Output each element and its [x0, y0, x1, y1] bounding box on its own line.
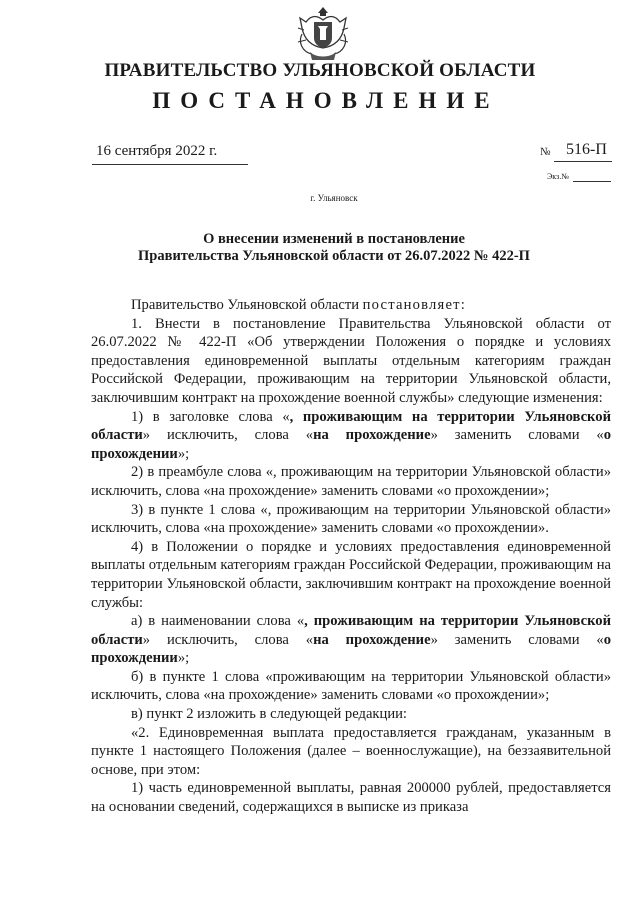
paragraph-quote-2-1: 1) часть единовременной выплаты, равная 200000 рублей, предоставляется на основании сведений, содержащихся в выписке из приказа [91, 780, 611, 816]
coat-of-arms-emblem [292, 4, 354, 66]
paragraph-item-v: в) пункт 2 изложить в следующей редакции: [131, 706, 407, 723]
copy-number-label: Экз.№ [547, 172, 569, 181]
paragraph-item-2: 2) в преамбуле слова «, проживающим на территории Ульяновской области» исключить, слова «на прохождение» заменить словами «о прохождении»; [91, 464, 611, 499]
copy-number-underline [573, 181, 611, 182]
date-underline [92, 164, 248, 165]
paragraph-item-3: 3) в пункте 1 слова «, проживающим на территории Ульяновской области» исключить, слова «на прохождение» заменить словами «о прохождении». [91, 501, 611, 537]
number-label: № [540, 146, 551, 158]
paragraph-item-a: а) в наименовании слова «, проживающим на территории Ульяновской области» исключить, слова «на прохождение» заменить словами «о прохождении»; [91, 613, 611, 667]
document-date: 16 сентября 2022 г. [96, 143, 218, 159]
paragraph-quote-2: «2. Единовременная выплата предоставляется гражданам, указанным в пункте 1 настоящего Положения (далее – военнослужащие), на беззаявительной основе, при этом: [91, 724, 611, 778]
subject-line-1: О внесении изменений в постановление [203, 231, 465, 247]
paragraph-item-1: 1) в заголовке слова «, проживающим на территории Ульяновской области» исключить, слова «на прохождение» заменить словами «о прохождении»; [91, 408, 611, 462]
paragraph-item-b: б) в пункте 1 слова «проживающим на территории Ульяновской области» исключить, слова «на прохождение» заменить словами «о прохождении»; [91, 668, 611, 704]
government-title: ПРАВИТЕЛЬСТВО УЛЬЯНОВСКОЙ ОБЛАСТИ [104, 60, 536, 81]
subject-line-2: Правительства Ульяновской области от 26.07.2022 № 422-П [138, 248, 530, 264]
document-kind: ПОСТАНОВЛЕНИЕ [152, 88, 500, 113]
paragraph-item-4: 4) в Положении о порядке и условиях предоставления единовременной выплаты отдельным категориям граждан Российской Федерации, проживающим на территории Ульяновской области, заключившим контракт на прохождение военной службы: [91, 538, 612, 611]
intro-paragraph: Правительство Ульяновской области постановляет: [131, 297, 466, 313]
city: г. Ульяновск [310, 193, 358, 203]
document-number: 516-П [566, 141, 607, 158]
document-subject [0, 231, 640, 265]
number-underline [554, 161, 612, 162]
paragraph-1: 1. Внести в постановление Правительства Ульяновской области от 26.07.2022 № 422-П «Об утверждении Положения о порядке и условиях предоставления единовременной выплаты отдельным категориям граждан Российской Федерации, проживающим на территории Ульяновской области, заключившим контракт на прохождение военной службы» следующие изменения: [91, 315, 611, 406]
resolves-word: постановляет: [362, 297, 466, 313]
document-body [91, 296, 611, 817]
